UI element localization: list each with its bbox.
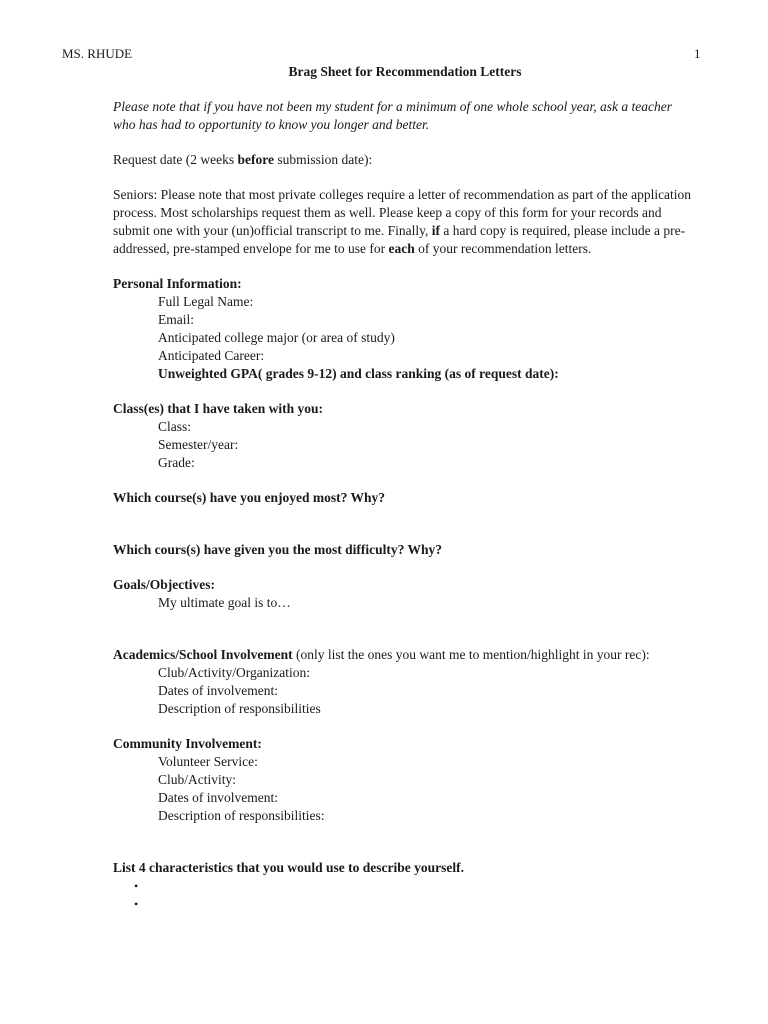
question-difficult-course: Which cours(s) have given you the most difficulty? Why? xyxy=(113,542,443,557)
community-heading: Community Involvement: xyxy=(113,736,262,751)
seniors-paragraph xyxy=(113,186,693,258)
personal-item-name: Full Legal Name: xyxy=(158,294,254,309)
bullet-item xyxy=(113,895,693,913)
bullet-item xyxy=(113,877,693,895)
community-item-dates: Dates of involvement: xyxy=(158,790,278,805)
header-teacher-name: MS. RHUDE xyxy=(62,46,133,61)
personal-item-career: Anticipated Career: xyxy=(158,348,265,363)
community-item-club: Club/Activity: xyxy=(158,772,237,787)
classes-heading: Class(es) that I have taken with you: xyxy=(113,401,324,416)
academics-item-club: Club/Activity/Organization: xyxy=(158,665,310,680)
community-item-volunteer: Volunteer Service: xyxy=(158,754,258,769)
goals-text: My ultimate goal is to… xyxy=(158,595,291,610)
goals-heading: Goals/Objectives: xyxy=(113,577,215,592)
document-body xyxy=(113,98,693,913)
question-enjoyed-course: Which course(s) have you enjoyed most? Why? xyxy=(113,490,386,505)
personal-item-major: Anticipated college major (or area of study) xyxy=(158,330,395,345)
request-text-post: submission date): xyxy=(273,152,373,167)
classes-item-class: Class: xyxy=(158,419,192,434)
academics-heading: Academics/School Involvement xyxy=(113,647,293,662)
seniors-text-3: of your recommendation letters. xyxy=(414,241,592,256)
personal-info-heading: Personal Information: xyxy=(113,276,242,291)
classes-item-grade: Grade: xyxy=(158,455,195,470)
academics-item-description: Description of responsibilities xyxy=(158,701,321,716)
request-text-pre: Request date (2 weeks xyxy=(113,152,238,167)
personal-item-email: Email: xyxy=(158,312,194,327)
classes-item-semester: Semester/year: xyxy=(158,437,239,452)
seniors-bold-if: if xyxy=(431,223,440,238)
request-date-line xyxy=(113,151,693,169)
academics-item-dates: Dates of involvement: xyxy=(158,683,278,698)
seniors-bold-each: each xyxy=(388,241,415,256)
page-number: 1 xyxy=(694,46,701,61)
academics-paragraph xyxy=(113,646,693,664)
request-text-bold: before xyxy=(237,152,274,167)
personal-item-gpa: Unweighted GPA( grades 9-12) and class ranking (as of request date): xyxy=(158,366,559,381)
characteristics-list xyxy=(113,877,693,913)
seniors-text-1: Seniors: Please note that most private colleges require a letter of recommendation as part of the application process. Most scholarships request them as well. Please keep a copy of this form for your records and submit one with your (un)official transcript to me. Finally, xyxy=(113,187,692,238)
seniors-text-2: a hard copy is required, please include a pre-addressed, pre-stamped envelope for me to use for xyxy=(113,223,686,256)
characteristics-heading: List 4 characteristics that you would use to describe yourself. xyxy=(113,860,464,875)
community-item-description: Description of responsibilities: xyxy=(158,808,325,823)
note-paragraph: Please note that if you have not been my student for a minimum of one whole school year, ask a teacher who has had to opportunity to know you longer and better. xyxy=(113,99,673,132)
academics-note: (only list the ones you want me to mention/highlight in your rec): xyxy=(292,647,650,662)
document-title: Brag Sheet for Recommendation Letters xyxy=(288,64,522,79)
